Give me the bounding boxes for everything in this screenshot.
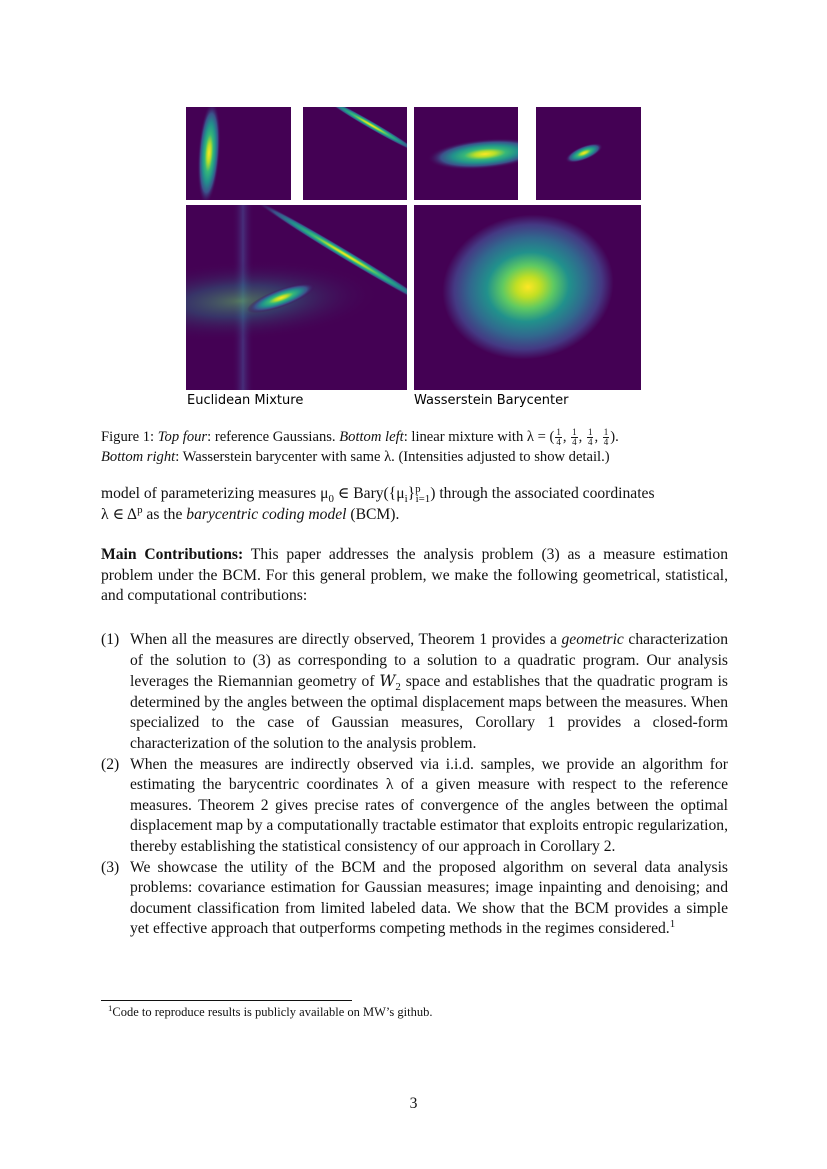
panel-label-euclidean-mixture: Euclidean Mixture: [187, 393, 304, 408]
panel-label-wasserstein-barycenter: Wasserstein Barycenter: [414, 393, 569, 408]
wasserstein-barycenter: [414, 205, 641, 390]
fraction: $\frac{1}{4}$: [603, 427, 609, 448]
page-number: 3: [409, 1095, 418, 1112]
contributions-list: [101, 630, 728, 940]
list-item: (1) When all the measures are directly observed, Theorem 1 provides a geometric characterization of the solution to (3) as corresponding to a solution to a quadratic program. Our analysis leverages the Riemannian geometry of $W_2$ space and establishes that the quadratic program is determined by the angles between the optimal displacement maps between the measures. When specialized to the case of Gaussian measures, Corollary 1 provides a closed-form characterization of the solution to the analysis problem.: [101, 631, 728, 752]
footnote: $^1$Code to reproduce results is publicly available on MW’s github.: [108, 1002, 433, 1019]
list-item: (3) We showcase the utility of the BCM and the proposed algorithm on several data analysis problems: covariance estimation for Gaussian measures; image inpainting and denoising; and document classification from limited labeled data. We show that the BCM provides a simple yet effective approach that outperforms competing methods in the regimes considered.$^1$: [101, 858, 728, 938]
reference-gaussian-4: [536, 107, 641, 200]
fraction: $\frac{1}{4}$: [587, 427, 593, 448]
bcm-definition-paragraph: model of parameterizing measures $\mu_0$ ∈ $Bary(\{\mu_i\}^p_{i=1})$ through the associated coordinates λ ∈ $\Delta^p$ as the barycentric coding model (BCM).: [101, 482, 655, 523]
caption-figure-number: Figure 1:: [101, 429, 155, 445]
reference-gaussian-2: [303, 107, 407, 200]
figure-caption: Figure 1: Top four: reference Gaussians. Bottom left: linear mixture with λ = ( $\frac{1}{4}$ , $\frac{1}{4}$ , $\frac{1}{4}$ , $\frac{1}{4}$ ). Bottom right: Wasserstein barycenter with same λ. (Intensities adjusted to show detail.): [101, 427, 619, 465]
footnote-rule: [101, 1000, 352, 1001]
reference-gaussian-1: [186, 107, 291, 200]
euclidean-mixture: [186, 205, 407, 390]
list-item: (2) When the measures are indirectly observed via i.i.d. samples, we provide an algorithm for estimating the barycentric coordinates λ of a given measure with respect to the reference measures. Theorem 2 gives precise rates of convergence of the angles between the optimal displacement map by a computationally tractable estimator that exploits entropic regularization, thereby establishing the statistical consistency of our approach in Corollary 2.: [101, 755, 728, 855]
fraction: $\frac{1}{4}$: [556, 427, 561, 448]
footnote-marker: 1: [669, 918, 676, 931]
main-contributions-paragraph: Main Contributions: This paper addresses the analysis problem (3) as a measure estimation problem under the BCM. For this general problem, we make the following geometrical, statistical, and computational contributions:: [101, 546, 728, 605]
reference-gaussian-3: [414, 107, 518, 200]
main-contributions-heading: Main Contributions:: [101, 546, 244, 563]
fraction: $\frac{1}{4}$: [572, 427, 577, 448]
